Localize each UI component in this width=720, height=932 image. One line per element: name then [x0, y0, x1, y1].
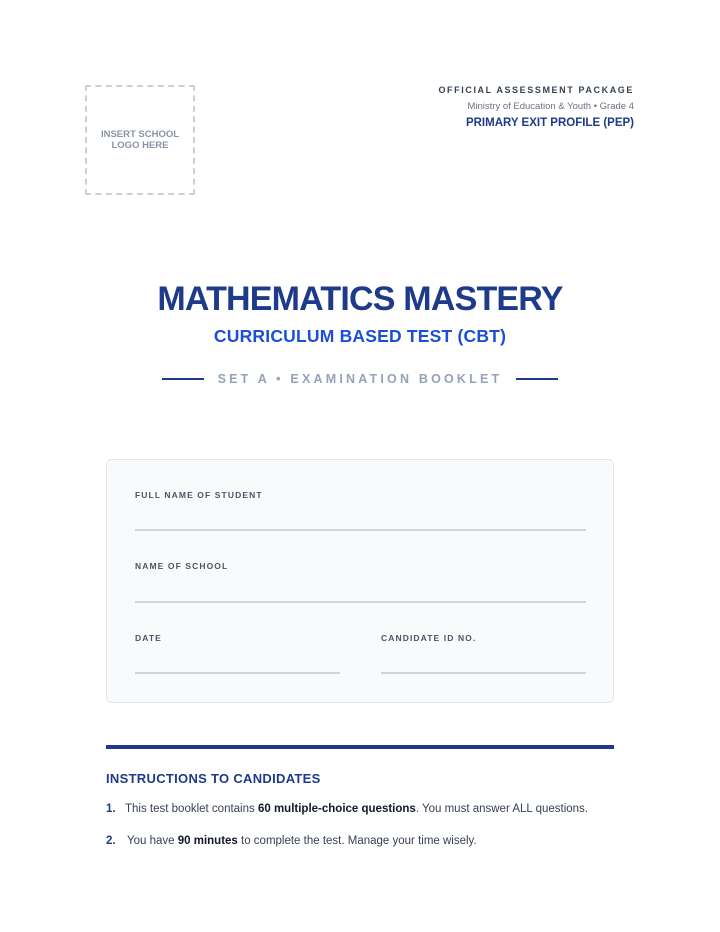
candidate-id-field[interactable] — [381, 672, 586, 674]
instruction-item — [106, 803, 588, 815]
header-program: PRIMARY EXIT PROFILE (PEP) — [465, 117, 634, 129]
document-subtitle: CURRICULUM BASED TEST (CBT) — [213, 326, 507, 346]
logo-placeholder-text: INSERT SCHOOL LOGO HERE — [100, 128, 180, 151]
section-divider — [106, 745, 614, 749]
instruction-number: 2. — [106, 835, 116, 847]
instruction-text: You have 90 minutes to complete the test. Manage your time wisely. — [127, 835, 477, 847]
date-field[interactable] — [135, 672, 340, 674]
set-left-rule — [162, 378, 204, 380]
student-name-label: FULL NAME OF STUDENT — [135, 490, 263, 500]
candidate-id-label: CANDIDATE ID NO. — [381, 633, 477, 643]
set-right-rule — [516, 378, 558, 380]
header-kicker: OFFICIAL ASSESSMENT PACKAGE — [438, 85, 634, 95]
instruction-number: 1. — [106, 803, 116, 815]
assessment-header — [438, 85, 634, 129]
header-ministry: Ministry of Education & Youth • Grade 4 — [467, 101, 634, 112]
school-name-label: NAME OF SCHOOL — [135, 561, 229, 571]
document-title: MATHEMATICS MASTERY — [157, 280, 563, 318]
school-name-field[interactable] — [135, 601, 586, 603]
date-label: DATE — [135, 633, 162, 643]
school-logo-placeholder — [85, 85, 195, 195]
instruction-item — [106, 835, 477, 847]
student-info-card — [106, 459, 614, 703]
set-label-row — [0, 372, 720, 386]
student-name-field[interactable] — [135, 529, 586, 531]
set-label: SET A • EXAMINATION BOOKLET — [217, 372, 503, 386]
instruction-text: This test booklet contains 60 multiple-choice questions. You must answer ALL questions. — [125, 803, 588, 815]
instructions-title: INSTRUCTIONS TO CANDIDATES — [106, 771, 321, 786]
